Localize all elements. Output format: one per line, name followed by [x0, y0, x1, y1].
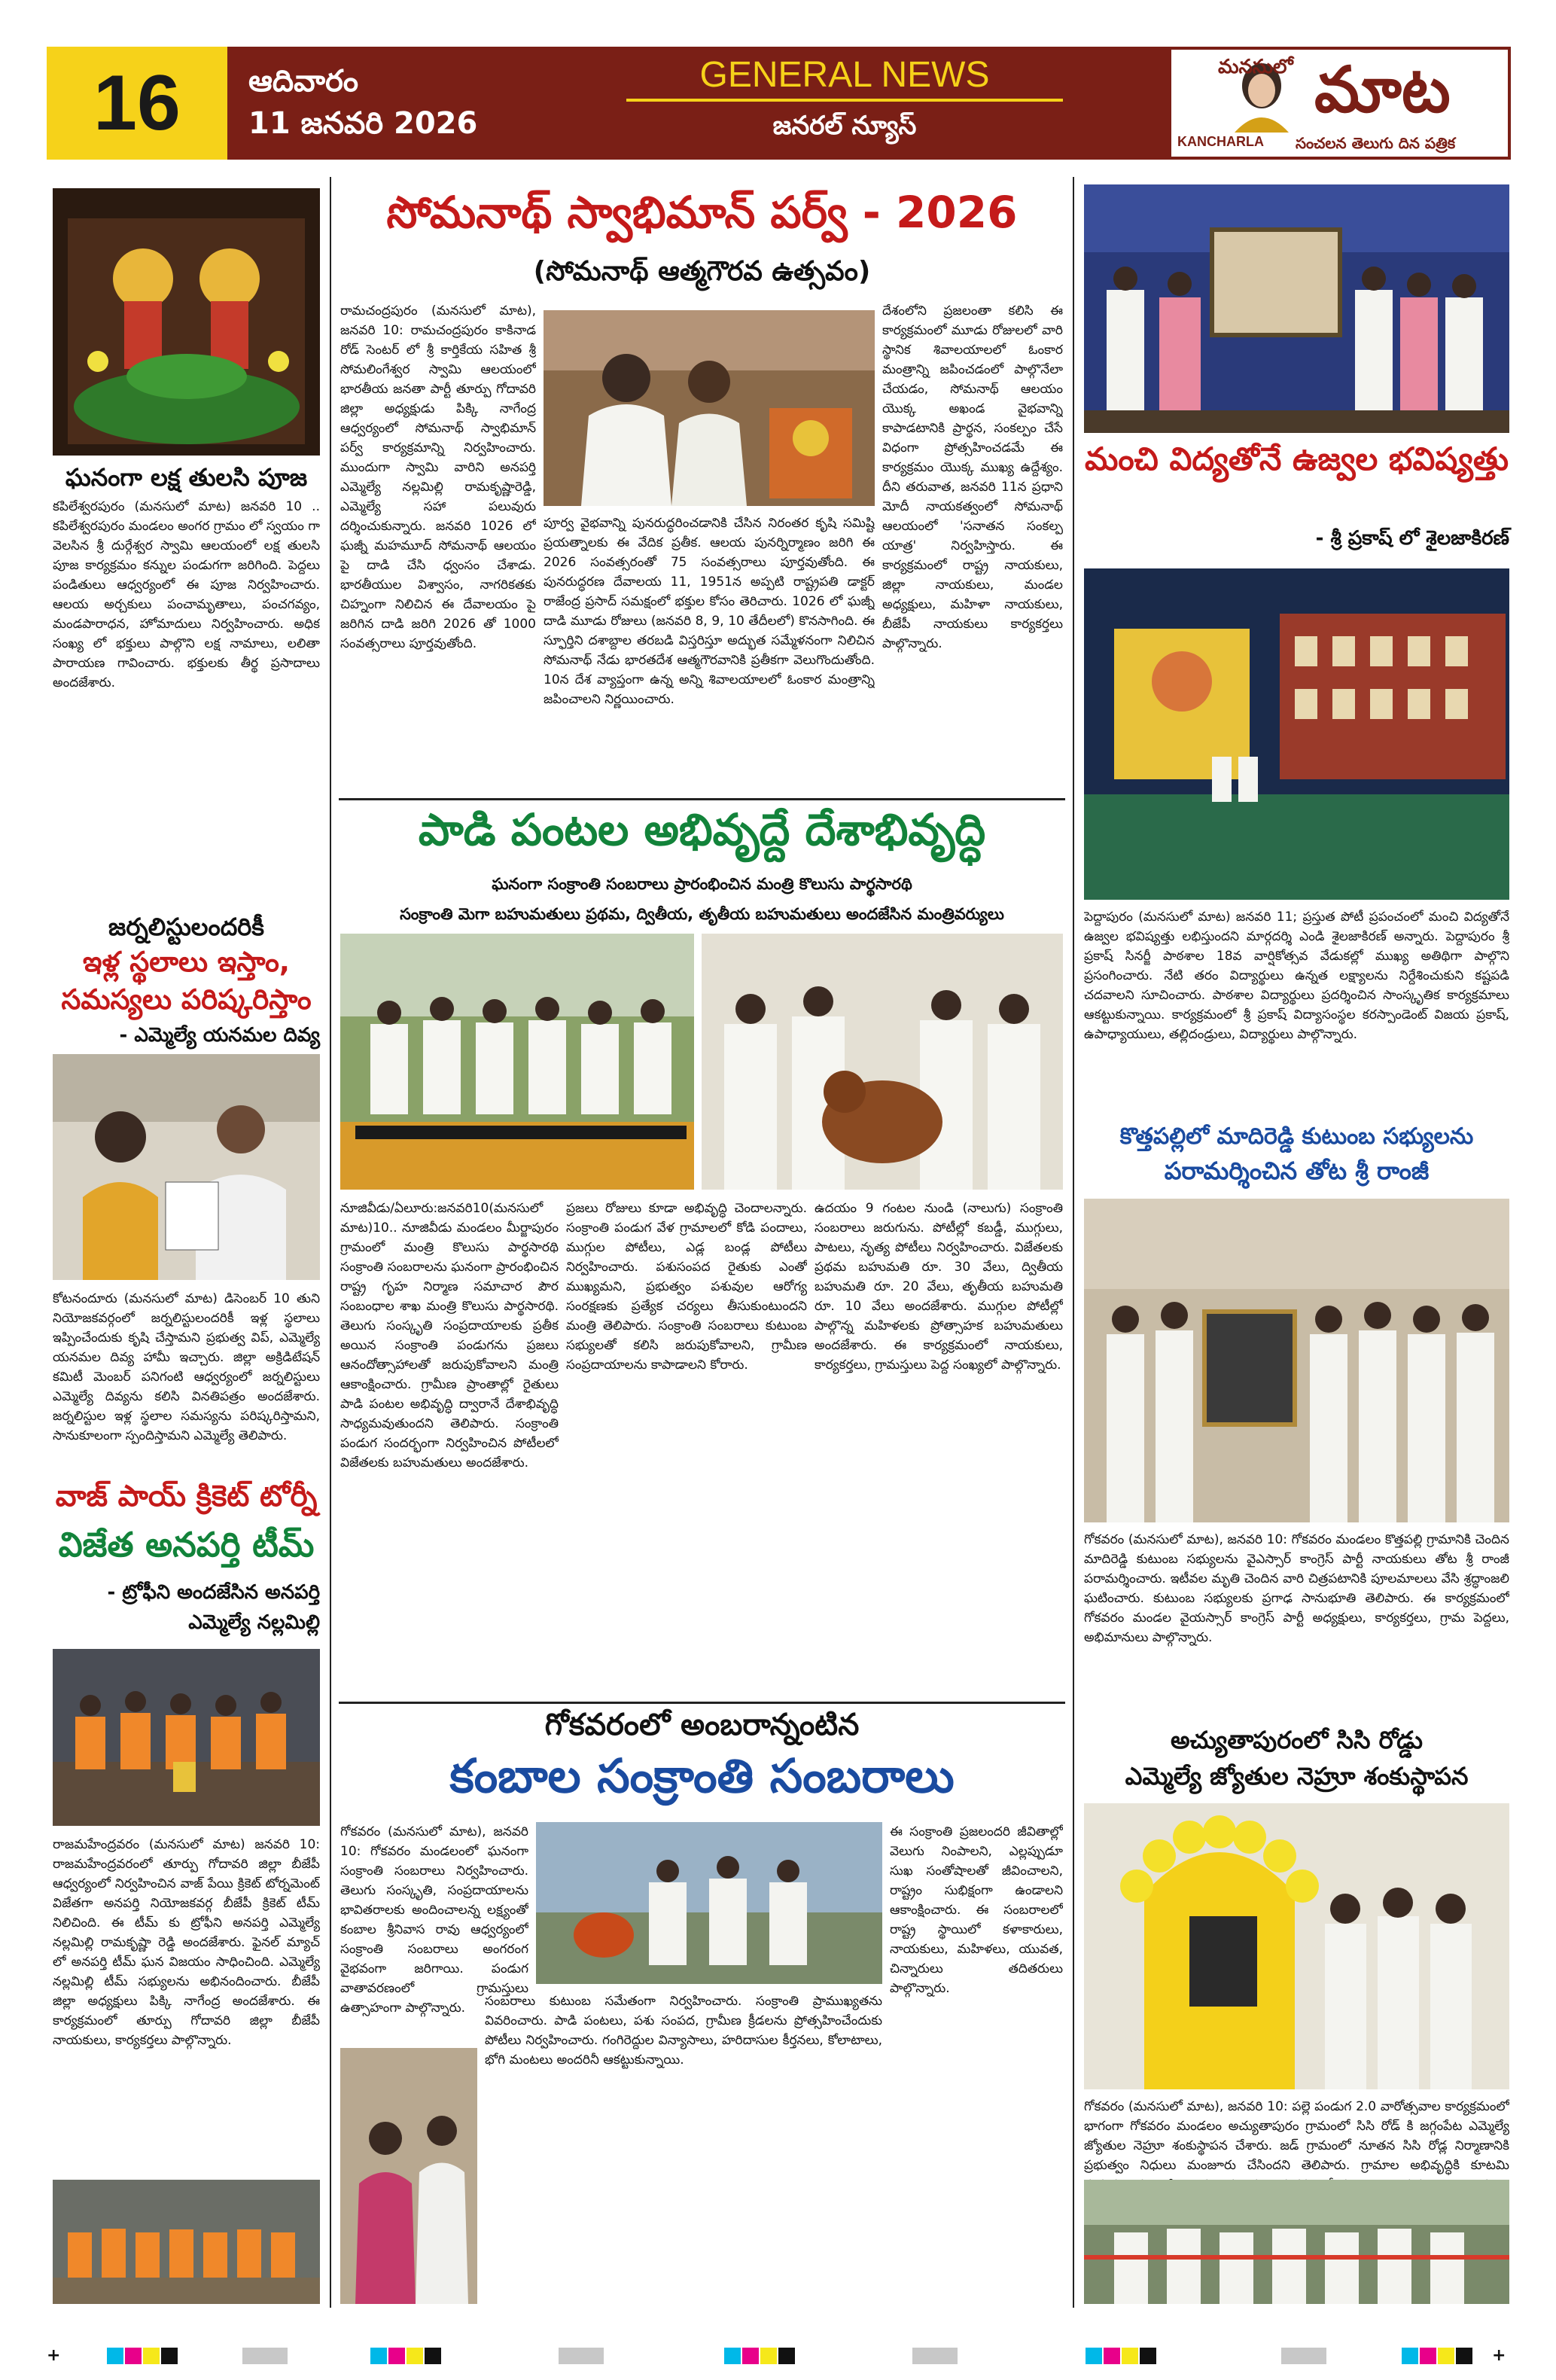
page-number: 16 — [47, 47, 227, 160]
pongal-subtitle-1: ఘనంగా సంక్రాంతి సంబరాలు ప్రారంభించిన మంత్రి కొలుసు పార్థసారథి — [492, 875, 912, 893]
cricket-heading-1: వాజ్ పాయ్ క్రికెట్ టోర్నీ — [55, 1480, 318, 1513]
color-swatch — [1402, 2348, 1418, 2364]
color-swatch — [1281, 2348, 1326, 2364]
kambala-guests-photo — [340, 2048, 477, 2304]
kambala-article-col3: ఈ సంక్రాంతి ప్రజలందరి జీవితాల్లో వెలుగు నింపాలని, ఎల్లప్పుడూ సుఖ సంతోషాలతో జీవించాలని, రాష్ట్రం సుభిక్షంగా ఉండాలని ఆకాంక్షించారు. ఈ సంబరాలలో రాష్ట్ర స్థాయిలో కళాకారులు, నాయకులు, మహిళలు, యువత, చిన్నారులు తదితరులు పాల్గొన్నారు. — [890, 1824, 1063, 1996]
pongal-article-col1: నూజివీడు/ఏలూరు:జనవరి10(మనసులో మాట)10.. నూజివీడు మండలం మీర్జాపురం గ్రామంలో మంత్రి కొలుసు పార్థసారథి సంక్రాంతి సంబరాలను ఘనంగా ప్రారంభించిన రాష్ట్ర గృహ నిర్మాణ సమాచార పౌర సంబంధాల శాఖ మంత్రి కొలుసు పార్థసారథి. తెలుగు సంస్కృతి సంప్రదాయాలకు ప్రతీక అయిన సంక్రాంతి పండుగను ప్రజలు ఆనందోత్సాహాలతో జరుపుకోవాలని మంత్రి ఆకాంక్షించారు. గ్రామీణ ప్రాంతాల్లో రైతులు పాడి పంటల అభివృద్ధి ద్వారానే దేశాభివృద్ధి సాధ్యమవుతుందని తెలిపారు. సంక్రాంతి పండుగ సందర్భంగా నిర్వహించిన పోటీలలో విజేతలకు బహుమతులు అందజేశారు. — [340, 1201, 559, 1470]
color-swatch — [912, 2348, 958, 2364]
education-heading: మంచి విద్యతోనే ఉజ్వల భవిష్యత్తు — [1084, 440, 1509, 477]
road-article: గోకవరం (మనసులో మాట), జనవరి 10: పల్లె పండుగ 2.0 వారోత్సవాల కార్యక్రమంలో భాగంగా గోకవరం మండలం అచ్యుతాపురం గ్రామంలో సిసి రోడ్ కి జగ్గంపేట ఎమ్మెల్యే జ్యోతుల నెహ్రూ శంకుస్థాపన చేశారు. జడ్ గ్రామంలో నూతన సిసి రోడ్ల నిర్మాణానికి ప్రభుత్వం నిధులు మంజూరు చేసిందని తెలిపారు. గ్రామాల అభివృద్ధికి కూటమి — [1084, 2099, 1509, 2173]
education-article: పెద్దాపురం (మనసులో మాట) జనవరి 11; ప్రస్తుత పోటీ ప్రపంచంలో మంచి విద్యతోనే ఉజ్వల భవిష్యత్తు లభిస్తుందని మార్గదర్శి ఎండి శైలజాకిరణ్ అన్నారు. పెద్దాపురం శ్రీ ప్రకాష్ సినర్జీ పాఠశాల 18వ వార్షికోత్సవ వేడుకల్లో ముఖ్య అతిథిగా పాల్గొని ప్రసంగించారు. నేటి తరం విద్యార్థులు ఉన్నత లక్ష్యాలను నిర్దేశించుకుని కష్టపడి చదవాలని సూచించారు. పాఠశాల విద్యార్థులు ప్రదర్శించిన సాంస్కృతిక కార్యక్రమాలు ఆకట్టుకున్నాయి. కార్యక్రమంలో శ్రీ ప్రకాష్ విద్యాసంస్థల కరస్పాండెంట్ విజయ ప్రకాష్, ఉపాధ్యాయులు, తల్లిదండ్రులు, విద్యార్థులు పాల్గొన్నారు. — [1084, 910, 1509, 1042]
registration-cross-icon: + — [47, 2346, 61, 2365]
color-swatch — [760, 2348, 777, 2364]
newspaper-logo — [1168, 47, 1511, 160]
cricket-group-photo — [53, 2180, 320, 2304]
journalists-heading-3: సమస్యలు పరిష్కరిస్తాం — [61, 983, 312, 1016]
color-swatch — [161, 2348, 178, 2364]
color-swatch — [107, 2348, 123, 2364]
logo-tagline: సంచలన తెలుగు దిన పత్రిక — [1296, 134, 1456, 152]
road-foundation-photo — [1084, 1803, 1509, 2089]
color-swatch — [559, 2348, 604, 2364]
color-swatch — [742, 2348, 759, 2364]
pongal-article-col2: ప్రజలు రోజులు కూడా అభివృద్ధి చెందాలన్నారు. సంక్రాంతి పండుగ వేళ గ్రామాలలో కోడి పందాలు, ముగ్గుల పోటీలు, ఎడ్ల బండ్ల పోటీలు నిర్వహించారు. పశుసంపద రైతుకు ఎంతో ముఖ్యమని, ప్రభుత్వం పశువుల ఆరోగ్య సంరక్షణకు ప్రత్యేక చర్యలు తీసుకుంటుందని మంత్రి తెలిపారు. సంక్రాంతి సంబరాలు కుటుంబ సభ్యులతో కలిసి జరుపుకోవాలని, గ్రామీణ సంప్రదాయాలను కాపాడాలని కోరారు. — [566, 1201, 807, 1373]
section-title-en: GENERAL NEWS — [626, 54, 1063, 102]
kambala-title-2: కంబాల సంక్రాంతి సంబరాలు — [449, 1748, 955, 1803]
road-heading-1: అచ్యుతాపురంలో సిసి రోడ్డు — [1171, 1726, 1423, 1754]
color-swatch — [407, 2348, 423, 2364]
cricket-heading-2: విజేత అనపర్తి టీమ్ — [58, 1525, 315, 1565]
pongal-calf-photo — [702, 934, 1063, 1190]
condolence-article: గోకవరం (మనసులో మాట), జనవరి 10: గోకవరం మండలం కొత్తపల్లి గ్రామానికి చెందిన మాదిరెడ్డి కుటుంబ సభ్యులను వైఎస్సార్ కాంగ్రెస్ పార్టీ నాయకులు తోట శ్రీ రాంజీ పరామర్శించారు. ఇటీవల మృతి చెందిన వారి చిత్రపటానికి పూలమాలలు వేసి శ్రద్ధాంజలి ఘటించారు. కుటుంబ సభ్యులకు ప్రగాఢ సానుభూతి తెలిపారు. ఈ కార్యక్రమంలో గోకవరం మండల వైయస్సార్ కాంగ్రెస్ పార్టీ అధ్యక్షులు, కార్యకర్తలు, గ్రామ పెద్దలు, అభిమానులు పాల్గొన్నారు. — [1084, 1532, 1509, 1645]
tulasi-article: కపిలేశ్వరపురం (మనసులో మాట) జనవరి 10 .. కపిలేశ్వరపురం మండలం అంగర గ్రామం లో స్వయం గా వెలసిన శ్రీ దుర్గేశ్వర స్వామి ఆలయంలో లక్ష తులసి పూజ కార్యక్రమం కన్నుల పండుగగా జరిగింది. పెద్దలు పండితులు ఆధ్వర్యంలో ఈ పూజ నిర్వహించారు. ఆలయ అర్చకులు పంచామృతాలు, పంచగవ్యం, మండపారాధన, హోమాదులు నిర్వహించారు. అధిక సంఖ్య లో భక్తులు పాల్గొని లక్ష నామాలు, లలితా పారాయణ గావించారు. భక్తులకు తీర్థ ప్రసాదాలు అందజేశారు. — [53, 499, 320, 690]
condolence-photo — [1084, 1199, 1509, 1522]
masthead — [47, 47, 1511, 160]
kambala-title-1: గోకవరంలో అంబరాన్నంటిన — [544, 1708, 860, 1742]
condolence-heading-1: కొత్తపల్లిలో మాదిరెడ్డి కుటుంబ సభ్యులను — [1119, 1123, 1474, 1150]
cricket-byline-1: - ట్రోఫీని అందజేసిన అనపర్తి — [107, 1581, 320, 1604]
somnath-article-col2: పూర్వ వైభవాన్ని పునరుద్ధరించడానికి చేసిన నిరంతర కృషి సమిష్టి ప్రయత్నాలకు ఈ వేదిక ప్రతీక. ఆలయ పునర్నిర్మాణం జరిగి ఈ 2026 సంవత్సరంతో 75 సంవత్సరాలు పూర్తవుతోంది. ఈ పునరుద్ధరణ దేవాలయ 11, 1951న అప్పటి రాష్ట్రపతి డాక్టర్ రాజేంద్ర ప్రసాద్ సమక్షంలో భక్తుల కోసం తెరిచారు. 1026 లో ఘజ్నీ దాడి మూడు రోజులు (జనవరి 8, 9, 10 తేదీలలో) కొనసాగింది. ఈ స్ఫూర్తిని దశాబ్దాల తరబడి విస్తరిస్తూ అద్భుత సమ్మేళనంగా నిలిచిన సోమనాథ్ నేడు భారతదేశ ఆత్మగౌరవానికి ప్రతీకగా వెలుగొందుతోంది. 10న దేశ వ్యాప్తంగా ఉన్న అన్ని శివాలయాలలో ఓంకార మంత్రాన్ని జపించాలని నిర్ణయించారు. — [544, 516, 875, 707]
color-swatch — [778, 2348, 795, 2364]
color-swatch — [1420, 2348, 1436, 2364]
kambala-article-col1: గోకవరం (మనసులో మాట), జనవరి 10: గోకవరం మండలంలో ఘనంగా సంక్రాంతి సంబరాలు నిర్వహించారు. తెలుగు సంస్కృతి, సంప్రదాయాలను భావితరాలకు అందించాలన్న లక్ష్యంతో కంబాల శ్రీనివాస రావు ఆధ్వర్యంలో సంక్రాంతి సంబరాలు అంగరంగ వైభవంగా జరిగాయి. పండుగ వాతావరణంలో గ్రామస్తులు ఉత్సాహంగా పాల్గొన్నారు. — [340, 1824, 528, 2016]
color-swatch — [1438, 2348, 1454, 2364]
column-rule-left — [330, 177, 331, 2308]
cricket-byline-2: ఎమ్మెల్యే నల్లమిల్లి — [188, 1611, 320, 1634]
pongal-article-col3: ఉదయం 9 గంటల నుండి (నాలుగు) సంక్రాంతి సంబరాలు జరుగును. పోటీల్లో కబడ్డీ, ముగ్గులు, పాటలు, నృత్య పోటీలు నిర్వహించారు. విజేతలకు ప్రథమ బహుమతి రూ. 30 వేలు, ద్వితీయ బహుమతి రూ. 20 వేలు, తృతీయ బహుమతి రూ. 10 వేలు అందజేశారు. ముగ్గుల పోటీల్లో పాల్గొన్న మహిళలకు ప్రోత్సాహక బహుమతులు అందజేశారు. ఈ కార్యక్రమంలో నాయకులు, కార్యకర్తలు, గ్రామస్తులు పెద్ద సంఖ్యలో పాల్గొన్నారు. — [815, 1201, 1063, 1373]
pongal-title: పాడి పంటల అభివృద్దే దేశాభివృద్ధి — [418, 804, 986, 855]
somnath-article-col3: దేశంలోని ప్రజలంతా కలిసి ఈ కార్యక్రమంలో మూడు రోజులలో వారి స్థానిక శివాలయాలలో ఓంకార మంత్రాన్ని జపించడంలో పాల్గొనేలా చేయడం, సోమనాథ్ ఆలయం యొక్క అఖండ వైభవాన్ని కాపాడటానికి ప్రార్థన, సంకల్పం చేసే విధంగా ప్రోత్సహించడమే ఈ కార్యక్రమం యొక్క ముఖ్య ఉద్దేశ్యం. దీని తరువాత, జనవరి 11న ప్రధాని మోదీ నాయకత్వంలో సోమనాథ్ ఆలయంలో 'సనాతన సంకల్ప యాత్ర' నిర్వహిస్తారు. ఈ కార్యక్రమంలో రాష్ట్ర నాయకులు, జిల్లా నాయకులు, మండల అధ్యక్షులు, మహిళా నాయకులు, బీజేపీ నాయకులు కార్యకర్తలు పాల్గొన్నారు. — [882, 303, 1063, 651]
journalists-heading-2: ఇళ్ల స్థలాలు ఇస్తాం, — [83, 946, 290, 978]
color-swatch — [143, 2348, 160, 2364]
print-registration-bar — [47, 2348, 1511, 2367]
cricket-article: రాజమహేంద్రవరం (మనసులో మాట) జనవరి 10: రాజమహేంద్రవరంలో తూర్పు గోదావరి జిల్లా బీజేపీ ఆధ్వర్యంలో నిర్వహించిన వాజ్ పేయి క్రికెట్ టోర్నమెంట్ విజేతగా అనపర్తి నియోజకవర్గ బీజేపీ క్రికెట్ టీమ్ నిలిచింది. ఈ టీమ్ కు ట్రోఫీని అనపర్తి ఎమ్మెల్యే నల్లమిల్లి రామకృష్ణా రెడ్డి అందజేశారు. ఫైనల్ మ్యాచ్ లో అనపర్తి టీమ్ ఘన విజయం సాధించింది. ఎమ్మెల్యే నల్లమిల్లి టీమ్ సభ్యులను అభినందించారు. బీజేపీ జిల్లా అధ్యక్షులు పిక్కి నాగేంద్ర అందజేశారు. ఈ కార్యక్రమంలో తూర్పు గోదావరి జిల్లా బీజేపీ నాయకులు, కార్యకర్తలు పాల్గొన్నారు. — [53, 1837, 320, 2048]
divider — [339, 1702, 1065, 1704]
education-byline: - శ్రీ ప్రకాష్ లో శైలజాకిరణ్ — [1315, 527, 1509, 550]
logo-name: KANCHARLA — [1177, 134, 1264, 149]
column-rule-right — [1073, 177, 1074, 2308]
color-swatch — [1086, 2348, 1102, 2364]
cricket-team-photo — [53, 1649, 320, 1826]
color-swatch — [370, 2348, 387, 2364]
condolence-heading-2: పరామర్శించిన తోట శ్రీ రాంజీ — [1164, 1156, 1430, 1185]
somnath-title: సోమనాథ్ స్వాభిమాన్ పర్వ్ - 2026 — [386, 187, 1018, 238]
road-heading-2: ఎమ్మెల్యే జ్యోతుల నెహ్రూ శంకుస్థాపన — [1125, 1762, 1469, 1790]
color-swatch — [724, 2348, 741, 2364]
color-swatch — [1122, 2348, 1138, 2364]
journalists-byline: - ఎమ్మెల్యే యనమల దివ్య — [119, 1024, 320, 1047]
color-swatch — [1456, 2348, 1472, 2364]
education-award-photo — [1084, 184, 1509, 433]
day-label: ఆదివారం — [248, 64, 359, 99]
kambala-article-col2: సంబరాలు కుటుంబ సమేతంగా నిర్వహించారు. సంక్రాంతి ప్రాముఖ్యతను వివరించారు. పాడి పంటలు, పశు సంపద, గ్రామీణ క్రీడలను ప్రోత్సహించేందుకు పోటీలు నిర్వహించారు. గంగిరెద్దుల విన్యాసాలు, హరిదాసుల కీర్తనలు, కోలాటాలు, భోగి మంటలు అందరినీ ఆకట్టుకున్నాయి. — [485, 1994, 882, 2068]
tulasi-heading: ఘనంగా లక్ష తులసి పూజ — [65, 463, 308, 492]
journalists-heading-1: జర్నలిస్టులందరికీ — [108, 913, 264, 941]
kambala-rooster-photo — [536, 1822, 882, 1984]
somnath-article-col1: రామచంద్రపురం (మనసులో మాట), జనవరి 10: రామచంద్రపురం కాకినాడ రోడ్ సెంటర్ లో శ్రీ కార్తికేయ సహిత శ్రీ సోమలింగేశ్వర స్వామి ఆలయంలో భారతీయ జనతా పార్టీ తూర్పు గోదావరి జిల్లా అధ్యక్షుడు పిక్కి నాగేంద్ర ఆధ్వర్యంలో సోమనాథ్ స్వాభిమాన్ పర్వ్ కార్యక్రమాన్ని నిర్వహించారు. ముందుగా స్వామి వారిని అనపర్తి ఎమ్మెల్యే నల్లమిల్లి రామకృష్ణారెడ్డి, ఎమ్మెల్యే సహా పలువురు దర్శించుకున్నారు. జనవరి 1026 లో ఘజ్నీ మహమూద్ సోమనాథ్ ఆలయం పై దాడి చేసి ధ్వంసం చేశాడు. భారతీయుల విశ్వాసం, నాగరికతకు చిహ్నంగా నిలిచిన ఈ దేవాలయం పై జరిగిన దాడి జరిగి 2026 తో 1000 సంవత్సరాలు పూర్తవుతోంది. — [340, 303, 536, 651]
color-swatch — [125, 2348, 142, 2364]
section-title-te: జనరల్ న్యూస్ — [772, 111, 917, 141]
color-swatch — [425, 2348, 441, 2364]
pongal-team-photo — [340, 934, 694, 1190]
divider — [339, 798, 1065, 800]
pongal-subtitle-2: సంక్రాంతి మెగా బహుమతులు ప్రథమ, ద్వితీయ, తృతీయ బహుమతులు అందజేసిన మంత్రివర్యులు — [400, 905, 1004, 923]
tulasi-puja-photo — [53, 188, 320, 456]
date-label: 11 జనవరి 2026 — [248, 106, 478, 141]
logo-small-text: మనసులో — [1218, 56, 1293, 78]
section-title — [626, 54, 1063, 147]
road-ribbon-photo — [1084, 2180, 1509, 2304]
journalists-photo — [53, 1054, 320, 1280]
date-block — [248, 60, 565, 145]
color-swatch — [242, 2348, 288, 2364]
registration-cross-icon: + — [1492, 2346, 1506, 2365]
color-swatch — [388, 2348, 405, 2364]
somnath-puja-photo — [544, 310, 875, 506]
somnath-subtitle: (సోమనాథ్ ఆత్మగౌరవ ఉత్సవం) — [533, 256, 871, 287]
journalists-article: కోటనందూరు (మనసులో మాట) డిసెంబర్ 10 తుని నియోజకవర్గంలో జర్నలిస్టులందరికీ ఇళ్ల స్థలాలు ఇప్పించేందుకు కృషి చేస్తామని ప్రభుత్వ విప్, ఎమ్మెల్యే యనమల దివ్య హామీ ఇచ్చారు. జిల్లా అక్రిడిటేషన్ కమిటీ మెంబర్ పనిగంటి ఆధ్వర్యంలో జర్నలిస్టులు ఎమ్మెల్యే దివ్యను కలిసి వినతిపత్రం అందజేశారు. జర్నలిస్టుల ఇళ్ల స్థలాల సమస్యను పరిష్కరిస్తామని, సానుకూలంగా స్పందిస్తామని ఎమ్మెల్యే తెలిపారు. — [53, 1291, 320, 1443]
education-stage-photo — [1084, 568, 1509, 900]
color-swatch — [1140, 2348, 1156, 2364]
color-swatch — [1104, 2348, 1120, 2364]
logo-main-text: మాట — [1314, 53, 1451, 126]
